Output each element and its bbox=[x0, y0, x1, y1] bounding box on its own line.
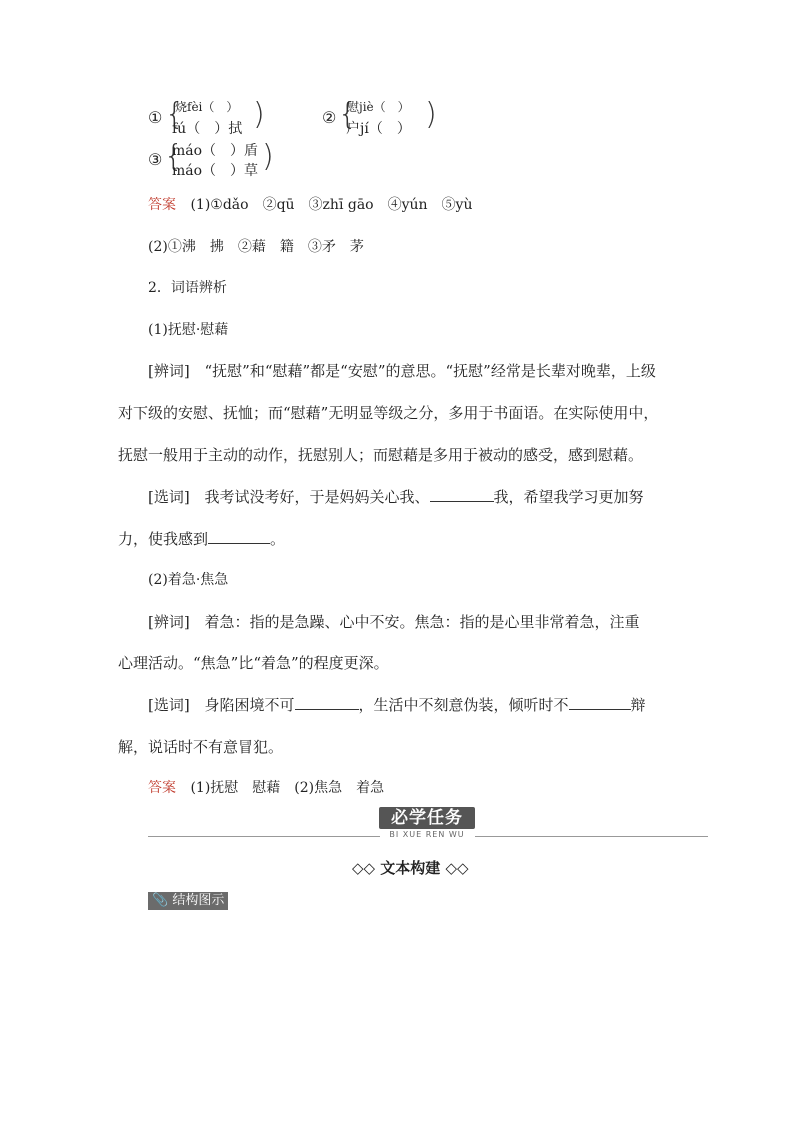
paperclip-icon: 📎 bbox=[152, 893, 169, 908]
group1-bianci-line3: 抚慰一般用于主动的动作，抚慰别人；而慰藉是多用于被动的感受，感到慰藉。 bbox=[118, 446, 644, 464]
banner-rule-right bbox=[475, 836, 708, 837]
group1-heading: (1)抚慰·慰藉 bbox=[148, 322, 229, 338]
item3-brace-left: { bbox=[164, 139, 184, 174]
item1-brace-left: { bbox=[165, 97, 185, 132]
group2-bianci-text: 着急：指的是急躁、心中不安。焦急：指的是心里非常着急，注重 bbox=[204, 613, 640, 631]
group1-bianci-text: “抚慰”和“慰藉”都是“安慰”的意思。“抚慰”经常是长辈对晚辈，上级 bbox=[204, 362, 656, 380]
item2-top: 慰jiè（ ） bbox=[347, 100, 410, 114]
answer1-line2: (2)①沸 拂 ②藉 籍 ③矛 茅 bbox=[148, 239, 364, 255]
item2-brace-left: { bbox=[338, 97, 358, 132]
item1-top: 烧fèi（ ） bbox=[175, 100, 239, 114]
item1-number: ① bbox=[148, 108, 163, 127]
group2-xuanci-text-a: 身陷困境不可 bbox=[204, 696, 295, 714]
group2-heading: (2)着急·焦急 bbox=[148, 572, 229, 588]
group1-xuanci-text-a: 我考试没考好，于是妈妈关心我、 bbox=[204, 488, 430, 506]
fill-blank[interactable] bbox=[295, 695, 359, 710]
group2-xuanci-line2: 解，说话时不有意冒犯。 bbox=[118, 738, 284, 756]
xuanci-tag: [选词] bbox=[148, 696, 190, 714]
fill-blank[interactable] bbox=[569, 695, 631, 710]
answer1-row1 bbox=[148, 194, 472, 214]
group2-xuanci-text-c: 辩 bbox=[630, 696, 646, 714]
banner-title: 必学任务 bbox=[379, 807, 475, 829]
group2-xuanci-line1 bbox=[148, 694, 646, 715]
xuanci-tag: [选词] bbox=[148, 488, 190, 506]
item1-bottom: fú（ ）拭 bbox=[172, 121, 243, 137]
group1-bianci-line2: 对下级的安慰、抚恤；而“慰藉”无明显等级之分，多用于书面语。在实际使用中， bbox=[118, 404, 659, 422]
fill-blank[interactable] bbox=[430, 487, 494, 502]
answer2-row bbox=[148, 777, 384, 797]
answer1-line1: (1)①dǎo ②qū ③zhī gāo ④yún ⑤yù bbox=[190, 197, 473, 213]
answer-label: 答案 bbox=[148, 197, 176, 213]
group1-xuanci-line2 bbox=[118, 528, 285, 549]
answer2-text: (1)抚慰 慰藉 (2)焦急 着急 bbox=[190, 780, 385, 796]
item2-brace-right: ) bbox=[425, 97, 437, 132]
group1-xuanci-text-b: 我，希望我学习更加努 bbox=[493, 488, 644, 506]
section-banner bbox=[379, 807, 475, 841]
item3-brace-right: ) bbox=[262, 139, 274, 174]
group1-xuanci-text-c: 力，使我感到 bbox=[118, 530, 209, 548]
banner-subtitle: BI XUE REN WU bbox=[389, 830, 465, 839]
group1-bianci-line1 bbox=[148, 360, 656, 381]
section-title: ◇◇ 文本构建 ◇◇ bbox=[352, 859, 469, 877]
group2-bianci-line1 bbox=[148, 611, 640, 632]
section2-title: 2．词语辨析 bbox=[148, 280, 227, 296]
group1-xuanci-text-d: 。 bbox=[270, 530, 286, 548]
item3-top: máo（ ）盾 bbox=[172, 143, 259, 159]
answer-label: 答案 bbox=[148, 780, 176, 796]
item1-brace-right: ) bbox=[253, 97, 265, 132]
structure-tag bbox=[148, 892, 228, 910]
bianci-tag: [辨词] bbox=[148, 613, 190, 631]
item3-bottom: máo（ ）草 bbox=[172, 163, 259, 179]
bianci-tag: [辨词] bbox=[148, 362, 190, 380]
item2-bottom: 户jí（ ） bbox=[346, 121, 411, 137]
item3-number: ③ bbox=[148, 150, 163, 169]
structure-tag-label: 结构图示 bbox=[172, 893, 225, 908]
fill-blank[interactable] bbox=[208, 529, 270, 544]
item2-number: ② bbox=[322, 108, 337, 127]
banner-rule-left bbox=[148, 836, 380, 837]
group2-bianci-line2: 心理活动。“焦急”比“着急”的程度更深。 bbox=[118, 654, 389, 672]
group2-xuanci-text-b: ，生活中不刻意伪装，倾听时不 bbox=[358, 696, 569, 714]
group1-xuanci-line1 bbox=[148, 486, 644, 507]
